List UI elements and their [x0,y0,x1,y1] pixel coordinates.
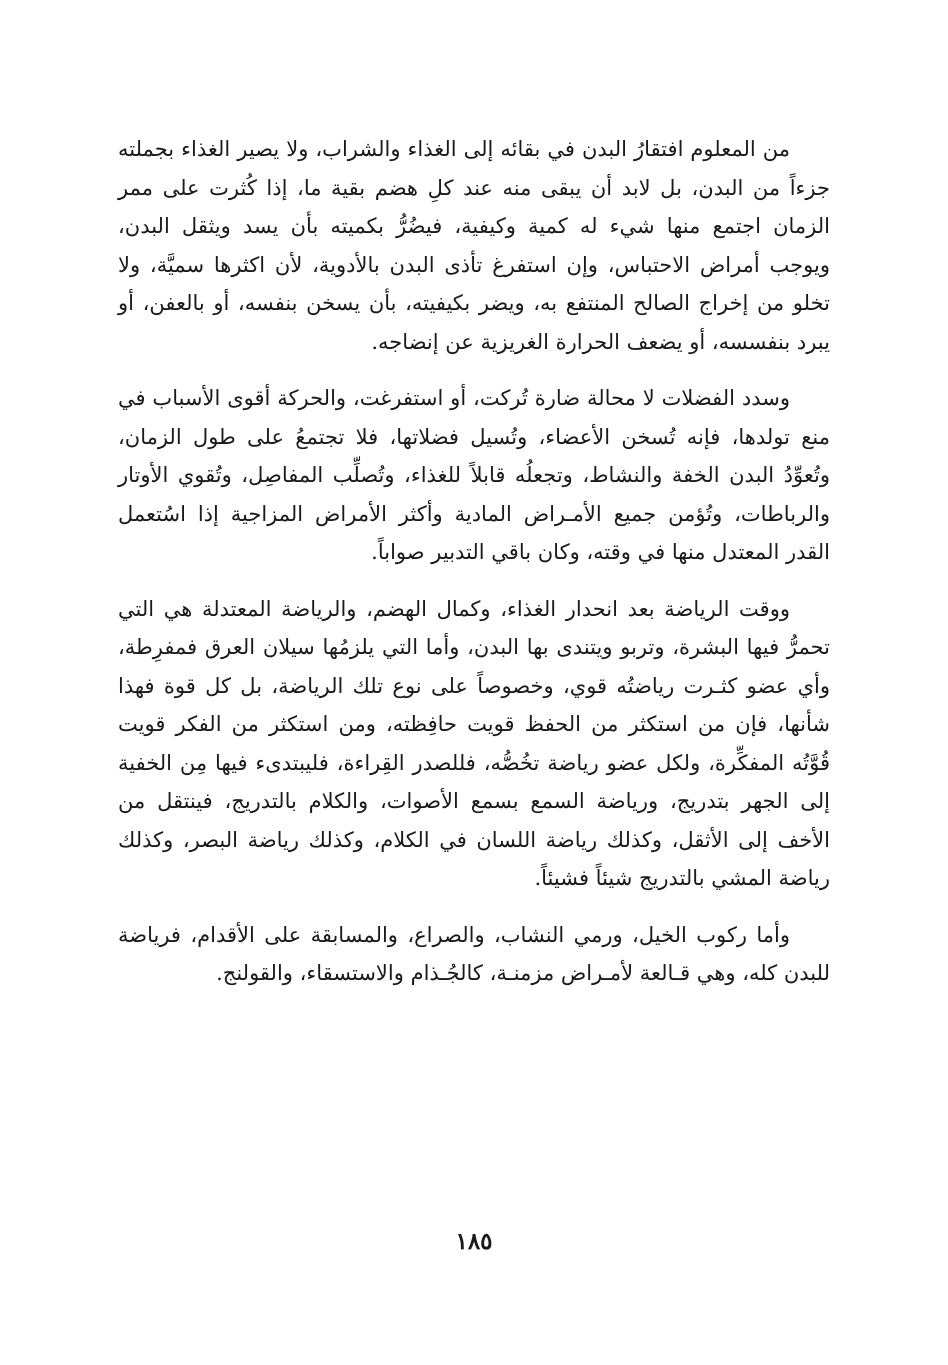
paragraph-exercise-timing: ووقت الرياضة بعد انحدار الغذاء، وكمال الهضم، والرياضة المعتدلة هي التي تحمرُّ فيها البشرة، وتربو ويتندى بها البدن، وأما التي يلزمُها سيلان العرق فمفرِطة، وأي عضو كثـرت رياضتُه قوي، وخصوصاً على نوع تلك الرياضة، بل كل قوة فهذا شأنها، فإن من استكثر من الحفظ قويت حافِظته، ومن استكثر من الفكر قويت قُوَّتُه المفكِّرة، ولكل عضو رياضة تخُصُّه، فللصدر القِراءة، فليبتدىء فيها مِن الخفية إلى الجهر بتدريج، ورياضة السمع بسمع الأصوات، والكلام بالتدريج، فينتقل من الأخف إلى الأثقل، وكذلك رياضة اللسان في الكلام، وكذلك رياضة البصر، وكذلك رياضة المشي بالتدريج شيئاً فشيئاً. [118,596,830,890]
paragraph-movement-benefits: وسدد الفضلات لا محالة ضارة تُركت، أو استفرغت، والحركة أقوى الأسباب في منع تولدها، فإنه تُسخن الأعضاء، وتُسيل فضلاتها، فلا تجتمعُ على طول الزمان، وتُعوِّدُ البدن الخفة والنشاط، وتجعلُه قابلاً للغذاء، وتُصلِّب المفاصِل، وتُقوي الأوتار والرباطات، وتُؤمن جميع الأمـراض المادية وأكثر الأمراض المزاجية إذا اسُتعمل القدر المعتدل منها في وقته، وكان باقي التدبير صواباً. [118,386,830,564]
paragraph-food-waste: من المعلوم افتقارُ البدن في بقائه إلى الغذاء والشراب، ولا يصير الغذاء بجملته جزءاً من البدن، بل لابد أن يبقى منه عند كلِ هضم بقية ما، إذا كُثرت على ممر الزمان اجتمع منها شيء له كمية وكيفية، فيضُرُّ بكميته بأن يسد ويثقل البدن، ويوجب أمراض الاحتباس، وإن استفرغ تأذى البدن بالأدوية، لأن اكثرها سميَّة، ولا تخلو من إخراج الصالح المنتفع به، ويضر بكيفيته، بأن يسخن بنفسه، أو بالعفن، أو يبرد بنفسسه، أو يضعف الحرارة الغريزية عن إنضاجه. [118,137,830,354]
page-body [118,130,830,993]
page-number: ١٨٥ [455,1228,493,1255]
paragraph-whole-body-exercise: وأما ركوب الخيل، ورمي النشاب، والصراع، والمسابقة على الأقدام، فرياضة للبدن كله، وهي قـالعة لأمـراض مزمنـة، كالجُـذام والاستسقاء، والقولنج. [118,922,830,985]
